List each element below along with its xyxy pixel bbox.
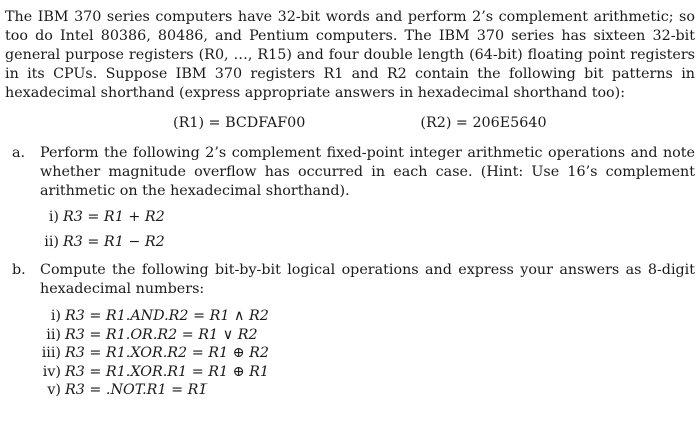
item-expression: R3 = R1.XOR.R1 = R1 ⊕ R1 [65,363,270,380]
list-item [37,307,695,326]
part-b-label: b. [12,262,26,278]
item-expression: R3 = R1 + R2 [63,209,165,225]
part-a-label: a. [12,145,26,161]
problem-document [5,8,695,400]
item-label: v) [47,382,61,398]
part-b-items [37,307,695,400]
list-item [37,363,695,382]
list-item [35,230,695,255]
item-expression: R3 = R1.XOR.R2 = R1 ⊕ R2 [65,345,270,361]
item-label: ii) [46,326,61,343]
list-item [37,381,695,400]
part-b [5,261,695,299]
item-label: ii) [44,234,59,250]
item-expression: R3 = .NOT.R1 = R1̅ [65,382,208,398]
item-label: i) [50,308,61,324]
part-a-text: Perform the following 2’s complement fixed-point integer arithmetic operations and note whether magnitude overflow has occurred in each case. (Hint: Use 16’s complement arithmetic on the hexadecimal shorthand). [40,145,695,199]
item-expression: R3 = R1 − R2 [63,234,165,250]
register-values [5,112,695,134]
item-expression: R3 = R1.OR.R2 = R1 ∨ R2 [65,326,258,343]
item-label: iv) [42,363,61,380]
list-item [37,326,695,345]
item-expression: R3 = R1.AND.R2 = R1 ∧ R2 [65,308,269,324]
register-r1-value: (R1) = BCDFAF00 [173,114,306,131]
part-b-text: Compute the following bit-by-bit logical operations and express your answers as 8-digit hexadecimal numbers: [40,262,695,297]
item-label: i) [48,209,59,225]
intro-paragraph: The IBM 370 series computers have 32-bit words and perform 2’s complement arithmetic; so too do Intel 80386, 80486, and Pentium computers. The IBM 370 series has sixteen 32-bit general purpose registers (R0, …, R15) and four double length (64-bit) floating point registers in its CPUs. Suppose IBM 370 registers R1 and R2 contain the following bit patterns in hexadecimal shorthand (express appropriate answers in hexadecimal shorthand too): [5,9,695,101]
list-item [35,205,695,230]
part-a [5,144,695,201]
part-a-items [35,205,695,255]
item-label: iii) [41,345,61,361]
list-item [37,344,695,363]
register-r2-value: (R2) = 206E5640 [420,114,547,131]
